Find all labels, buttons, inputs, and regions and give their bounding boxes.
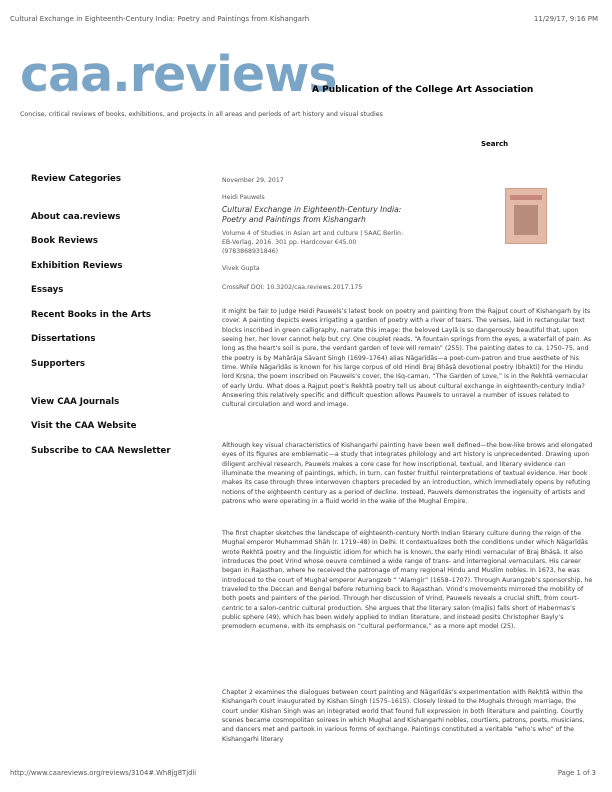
search-link[interactable]: Search — [481, 140, 509, 148]
caa-reviews-logo[interactable]: caa.reviews — [20, 46, 337, 103]
nav-newsletter[interactable]: Subscribe to CAA Newsletter — [31, 446, 171, 456]
nav-caa-journals[interactable]: View CAA Journals — [31, 397, 120, 407]
doi-link[interactable]: CrossRef DOI: 10.3202/caa.reviews.2017.175 — [222, 284, 363, 291]
print-header-date: 11/29/17, 9:16 PM — [533, 15, 598, 23]
review-paragraph-3: The first chapter sketches the landscape of eighteenth-century North Indian literary culture during the reign of the Mughal emperor Muhammad Shāh (r. 1719–48) in Delhi. It contextualizes both the conditions under which Nāgarīdās wrote Rekhtā poetry and the linguistic idiom for which he is known, the early Hindi vernacular of Braj Bhāṣā. It also introduces the poet Vrind whose oeuvre combined a wide range of trans- and interregional vernaculars. His career began in Rajasthan, where he received the patronage of many regional Hindu and Muslim nobles. In 1673, he was introduced to the court of Mughal emperor Aurangzeb “ ‘Alamgir” (1658–1707). Through Aurangzeb’s sponsorship, he traveled to the Deccan and Bengal before returning back to Rajasthan. Vrind’s movements mirrored the mobility of both poets and painters of the period. Through her discussion of Vrind, Pauwels reveals a crucial shift, from court-centric to a salon-centric cultural production. She argues that the literary salon (majlis) falls short of Habermas’s public sphere (49), which has been widely applied to Indian literature, and instead posits Christopher Bayly’s premodern ecumene, with its emphasis on “cultural performance,” as a more apt model (25). — [222, 530, 593, 631]
publication-info-1: Volume 4 of Studies in Asian art and culture | SAAC Berlin: — [222, 230, 404, 237]
review-date: November 29, 2017 — [222, 177, 284, 184]
nav-exhibition-reviews[interactable]: Exhibition Reviews — [31, 261, 123, 271]
reviewer-name: Vivek Gupta — [222, 265, 260, 272]
print-header-title: Cultural Exchange in Eighteenth-Century India: Poetry and Paintings from Kishangarh — [10, 15, 310, 23]
review-paragraph-1: It might be fair to judge Heidi Pauwels’s latest book on poetry and painting from the Rajput court of Kishangarh by its cover. A painting depicts ewes irrigating a garden of poetry with a river of tears. The verses, laid in rectangular text blocks inscribed in green calligraphy, narrate this image: the beloved Laylā is so dangerously beautiful that, upon seeing her, her lover cannot help but cry. One couplet reads, “A fountain springs from the eyes, a waterfall of pain. As long as the heart’s soil is pure, the verdant garden of love will remain” (255). The painting dates to ca. 1750–75, and the poetry is by Mahārāja Sāvant Singh (1699–1764) alias Nāgarīdās—a poet-cum-patron and true aesthete of his time. While Nāgarīdās is known for his large corpus of old Hindi Braj Bhāṣā devotional poetry (bhakti) for the Hindu lord Kṛṣṇa, the poem inscribed on Pauwels’s cover, the Iśq-caman, “The Garden of Love,” is in the Rekhtā vernacular of early Urdu. What does a Rajput poet’s Rekhtā poetry tell us about cultural exchange in eighteenth-century India? Answering this relatively specific and difficult question allows Pauwels to unravel a number of issues related to cultural circulation and word and image. — [222, 308, 592, 409]
site-tagline: Concise, critical reviews of books, exhibitions, and projects in all areas and periods of art history and visual studies — [20, 111, 383, 118]
publication-subtitle: A Publication of the College Art Association — [312, 85, 534, 95]
review-paragraph-4: Chapter 2 examines the dialogues between court painting and Nāgarīdās’s experimentation with Rekhtā within the Kishangarh court inaugurated by Kishan Singh (1575–1615). Closely linked to the Mughals through marriage, the court under Kishan Singh was an integrated world that found full expression in both literature and painting. Courtly scenes became cosmopolitan soirees in which Mughal and Kishangarhi nobles, courtiers, patrons, poets, musicians, and dancers met and partook in various forms of exchange. Paintings constituted a veritable “who’s who” of the Kishangarhi literary — [222, 689, 585, 743]
publication-info-2: EB-Verlag, 2016. 301 pp. Hardcover €45.00 — [222, 239, 357, 246]
review-paragraph-2: Although key visual characteristics of Kishangarhi painting have been well defined—the bow-like brows and elongated eyes of its figures are emblematic—a study that integrates philology and art history is unprecedented. Drawing upon diligent archival research, Pauwels makes a core case for how inscriptional, textual, and literary evidence can illuminate the meaning of paintings, which, in turn, can foster fruitful reinterpretations of textual evidence. Her book makes its case through three interwoven chapters preceded by an introduction, which immediately opens by refuting notions of the eighteenth century as a period of decline. Instead, Pauwels demonstrates the ingenuity of artists and patrons who were operating in a fluid world in the wake of the Mughal Empire. — [222, 442, 593, 506]
isbn: (9783868931846) — [222, 248, 279, 255]
nav-caa-website[interactable]: Visit the CAA Website — [31, 421, 137, 431]
nav-recent-books[interactable]: Recent Books in the Arts — [31, 310, 151, 320]
book-author: Heidi Pauwels — [222, 194, 265, 201]
nav-dissertations[interactable]: Dissertations — [31, 334, 96, 344]
print-footer-page: Page 1 of 3 — [557, 769, 596, 777]
nav-about[interactable]: About caa.reviews — [31, 212, 121, 222]
print-footer-url: http://www.caareviews.org/reviews/3104#.Wh8jg8Tjdli — [10, 769, 197, 777]
nav-essays[interactable]: Essays — [31, 285, 64, 295]
nav-book-reviews[interactable]: Book Reviews — [31, 236, 98, 246]
book-cover-image — [505, 188, 547, 244]
nav-review-categories[interactable]: Review Categories — [31, 174, 121, 184]
book-title: Cultural Exchange in Eighteenth-Century India: Poetry and Paintings from Kishangarh — [222, 205, 402, 224]
nav-supporters[interactable]: Supporters — [31, 359, 86, 369]
